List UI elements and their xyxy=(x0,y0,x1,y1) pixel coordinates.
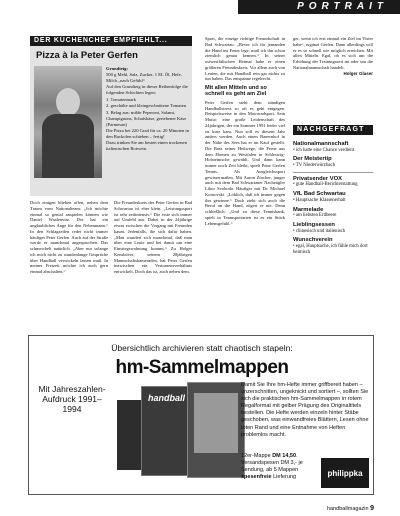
chef-photo xyxy=(34,66,102,178)
recipe-text xyxy=(106,66,190,153)
ad-title: hm-Sammelmappen xyxy=(115,357,289,378)
recipe-step: Die Pizza bei 220 Grad für ca. 20 Minuten in den Backofen schieben – fertig! xyxy=(106,128,189,139)
ad-body: Damit Sie Ihre hm-Hefte immer griffbereit haben – unzerschnitten, ungeknickt und sortiert –, sollten Sie sich die praktischen hm-Sammelmappen in rotem Regalformat mit gelber Prägung des Originaltitels bestellen. Die Hefte werden einzeln hinter Stäbe geschoben, was einwandfreies Blättern, Lesen ohne toten Rand und eine Entnahme von Heften problemlos macht. xyxy=(241,382,369,438)
ad-price-info xyxy=(241,453,317,481)
qa-question: Marmelade xyxy=(293,206,324,213)
photo-person-body xyxy=(42,114,94,178)
qa-answer: • ich hatte eine Chance verdient xyxy=(293,147,354,153)
binder-inner-pages xyxy=(194,393,238,453)
binder-open xyxy=(187,382,245,478)
footer-source: handballmagazin xyxy=(326,506,369,512)
article-column-1: Doch einigen blieben offen, neben dem Traum vom Nationalteam: „Ich möchte einmal so genial anspielen können wie Daniel Waalenvitz. Der hat ein unglaubliches Auge für den Nebenmann.“ In den Schlagzeilen redet nicht immer häufiger Peter Gerfen. Auch auf der Straße werde er manchmal angesprochen. Das schmeichelt natürlich. „Aber nur solange ich mich nicht zu stundenlange Gespräche über Handball verwickeln lassen muß. In meiner Freizeit möchte ich auch gern einmal abschalten.“ xyxy=(30,200,108,274)
article-column-2: Die Freundeskreis des Peter Gerfen in Bad Schwartau ist eher klein. „Leistungssport ist sehr zeitintensiv.“ Die erste sich immer auf Umfeld aus. Dabei in der 24jährige etwas zwischen die Vorgang mit Freunden kaum. Jedenfalls, die sich dafür haben. „Man wundert sich manchmal, daß man über eine Leute und bei damit um eine Einstiegswohnung kommt.“ Zu Holger Kensböver, seinem 28jährigen Mannschaftskameraden, hat Peter Gerfen inzwischen ein Vertrauensverhältnis entwickelt. Doch das ist, auch neben dem. xyxy=(114,200,192,274)
binder-label: handball xyxy=(148,393,186,403)
nachgefragt-list xyxy=(293,138,373,256)
page-number: 9 xyxy=(370,505,374,512)
recipe-step: 2. geschälte und kleingeschnittene Tomaten xyxy=(106,103,187,109)
section-header-bar xyxy=(238,0,400,14)
column-paragraph: Sport, die einzige richtige Freundschaft in Bad Schwartau. „Bevor ich für jemanden die Hand ins Feuer lege, muß ich ihn schon ziemlich genau kennen.“ In seiner ostwestfälischen Heimat habe er einen größeren Freundeskreis. Vor allem auch von Leuten, die mit Handball rein gar nichts zu tun haben. Das entspanne regelrecht. xyxy=(205,36,285,82)
qa-answer: • chinesisch und italienisch xyxy=(293,228,346,234)
recipe-step: 3. Belag aus: milde Peperoni, Salami, Champignons, Schafskäse, geriebener Käse (Parmesan) xyxy=(106,109,187,127)
recipe-box xyxy=(30,36,192,196)
column-paragraph: Peter Gerfen steht dem ständigen Handballstress so oft es geht entgegen. Beispielsweise in den Motorradsport. Sein Motto: eine große Leidenschaft des 24jährigen, der ein Sommer 1991 leider viel zu kurz kam. Nun soll es diesem Jahr anders werden. Auch einen Bauernhof in der Nähe des Sees hat er im Kauf gestellt. Die Bass seiner Heilwege, die Ferne aus dem Ebenen zu Westfalen in Schleswig-Holsteinische gewählt. Und dann kann immer noch Zeit bleibt, spielt Peter Gerfen Tennis. Als Ausgleichssport gewissermaßen. Mit Aaron Zürcher, junger auch mit dem Bad Schwartauer Nachzügler Libor Svoboda. Häufiger mit Dr. Michael Kornovski. „Löblich, daß ich immer gegen ihn gewinne.“ Doch zieht sich auch die Beruf an die Hand, zögert er nie. Denn schließlich: „Und zu diese Tennisbank, spielt in Teamsportarten ist es ein Stück Lebensgefühl.“ xyxy=(205,99,285,226)
recipe-grund-text: 500 g Mehl, Salz, Zucker, 1 EL Öl, Hefe, Milch „nach Gefühl“ xyxy=(106,71,182,83)
ad-intro: Übersichtlich archivieren statt chaotisch stapeln: xyxy=(111,343,293,353)
price-pre: 12er-Mappe xyxy=(241,453,271,459)
philippka-logo: philippka xyxy=(321,458,369,488)
price-end: Lieferung xyxy=(273,474,297,480)
qa-answer: • gute Handball-Berichterstattung xyxy=(293,182,358,188)
ad-badge: Mit Jahreszahlen-Aufdruck 1991–1994 xyxy=(38,384,106,414)
column-paragraph: ger, wenn ich erst einmal ein Ziel im Visier habe“, ergänzt Gerfen. Dann allerdings will er es so schnell wie möglich erreichen. Mit allen Mitteln. Egal, ob es sich um die Erhöhung der Trainingszeit im oder um die Nationalmannschaft handelt. xyxy=(293,36,373,70)
subheading: Mit allen Mitteln und so schnell es geht am Ziel xyxy=(205,85,267,98)
article-column-4 xyxy=(293,36,373,76)
nachgefragt-header: NACHGEFRAGT xyxy=(293,125,373,135)
advertisement xyxy=(28,335,374,495)
price-free: spesenfreie xyxy=(241,474,272,480)
article-column-3 xyxy=(205,36,285,226)
author-signature: Holger Glaser xyxy=(343,70,373,76)
photo-person-head xyxy=(56,88,80,116)
qa-answer: • Hauptsache Klassenerhalt xyxy=(293,197,346,203)
qa-question: Nationalmannschaft xyxy=(293,141,349,147)
qa-answer: • am liebsten Erdbeere xyxy=(293,213,337,219)
page-footer xyxy=(327,505,374,512)
price-post: . Versandspesen DM 3,- je Sendung, ab 5 Mappen xyxy=(241,453,303,473)
qa-answer: • TV Niederwürzbach xyxy=(293,162,335,168)
qa-question: Lieblingsessen xyxy=(293,221,335,228)
recipe-grund-label: Grundteig: xyxy=(106,66,128,71)
section-label: PORTRAIT xyxy=(297,1,388,12)
recipe-box-header: DER KÜCHENCHEF EMPFIEHLT... xyxy=(30,36,192,46)
recipe-intro: Auf den Grundteig in dieser Reihenfolge die folgenden Schichten legen: xyxy=(106,84,188,96)
qa-question: VfL Bad Schwartau xyxy=(293,191,346,198)
qa-question: Wunschverein xyxy=(293,237,333,244)
recipe-step: 1. Tomatenmark xyxy=(106,96,136,102)
price-value: DM 14,50 xyxy=(272,453,297,459)
qa-question: Der Meistertip xyxy=(293,156,332,163)
qa-question: Privatsender VOX xyxy=(293,175,342,182)
recipe-step: Dazu trinken Sie am besten einen trockenen italienischen Rotwein. xyxy=(106,140,187,152)
divider xyxy=(293,172,373,173)
recipe-title: Pizza à la Peter Gerfen xyxy=(36,50,138,61)
qa-answer: • egal, Hauptsache, ich fühle mich dort heimisch xyxy=(293,243,368,255)
binder-product-image xyxy=(113,378,253,486)
